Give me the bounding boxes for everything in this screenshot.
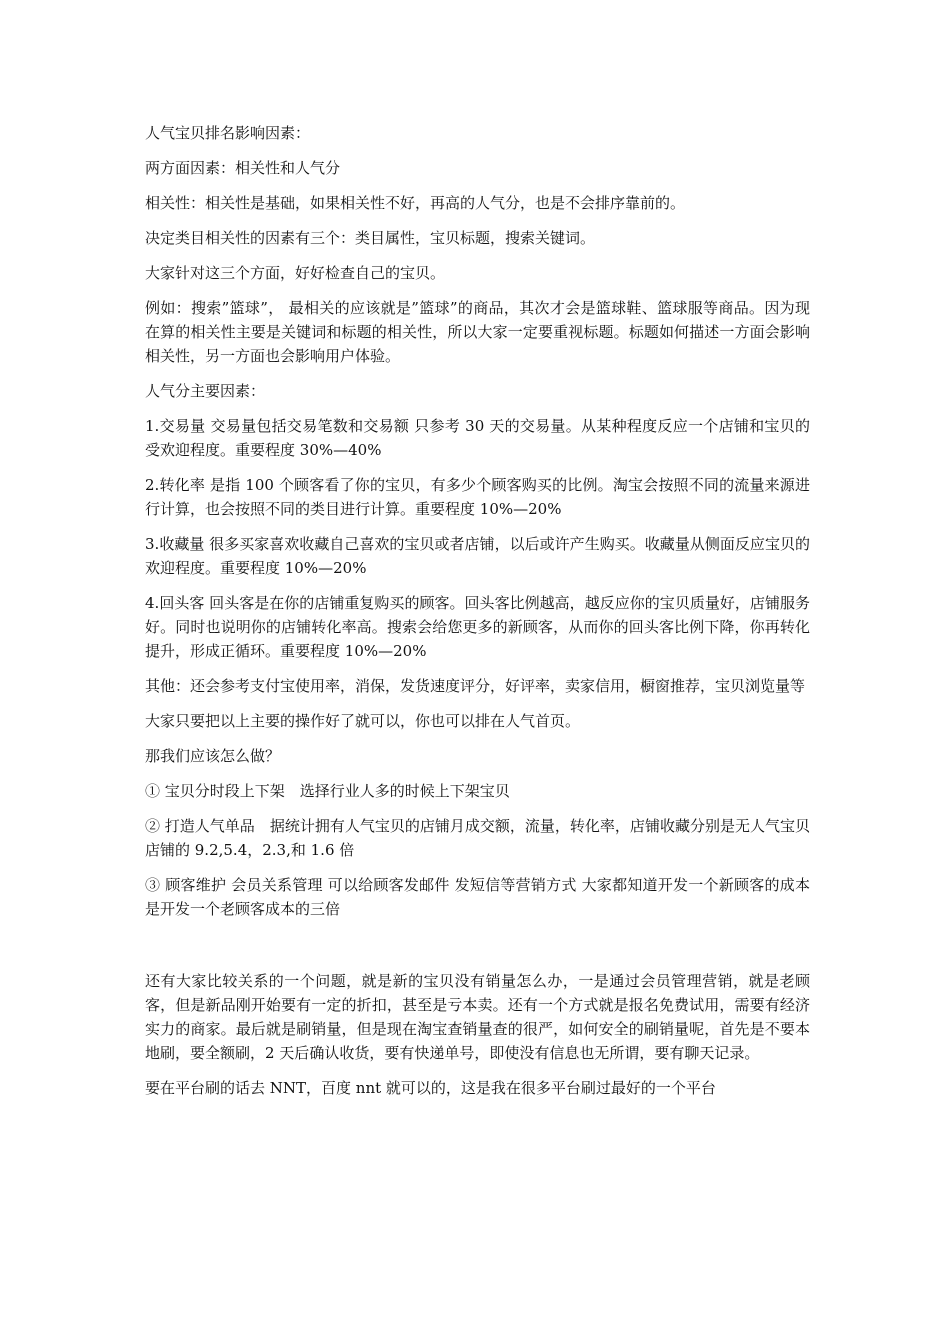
paragraph-factor-3: 3.收藏量 很多买家喜欢收藏自己喜欢的宝贝或者店铺，以后或许产生购买。收藏量从侧面反应宝贝的欢迎程度。重要程度 10%—20%	[145, 535, 810, 577]
paragraph-relevance: 相关性：相关性是基础，如果相关性不好，再高的人气分，也是不会排序靠前的。	[145, 194, 686, 212]
paragraph-step-1: ① 宝贝分时段上下架 选择行业人多的时候上下架宝贝	[145, 782, 510, 800]
paragraph-category-factors: 决定类目相关性的因素有三个：类目属性，宝贝标题，搜索关键词。	[145, 229, 596, 247]
paragraph-question: 那我们应该怎么做？	[145, 747, 281, 765]
paragraph-step-3: ③ 顾客维护 会员关系管理 可以给顾客发邮件 发短信等营销方式 大家都知道开发一个新顾客的成本是开发一个老顾客成本的三倍	[145, 876, 810, 918]
paragraph-factor-1: 1.交易量 交易量包括交易笔数和交易额 只参考 30 天的交易量。从某种程度反应一个店铺和宝贝的受欢迎程度。重要程度 30%—40%	[145, 417, 810, 459]
paragraph-factors: 两方面因素：相关性和人气分	[145, 159, 341, 177]
paragraph-new-item-sales: 还有大家比较关系的一个问题，就是新的宝贝没有销量怎么办，一是通过会员管理营销，就是老顾客，但是新品刚开始要有一定的折扣，甚至是亏本卖。还有一个方式就是报名免费试用，需要有经济实力的商家。最后就是刷销量，但是现在淘宝查销量查的很严，如何安全的刷销量呢，首先是不要本地刷，要全额刷，2 天后确认收货，要有快递单号，即使没有信息也无所谓，要有聊天记录。	[145, 972, 810, 1062]
document-body	[145, 121, 810, 1111]
paragraph-example: 例如：搜索”篮球”， 最相关的应该就是”篮球”的商品，其次才会是篮球鞋、篮球服等商品。因为现在算的相关性主要是关键词和标题的相关性，所以大家一定要重视标题。标题如何描述一方面会影响相关性，另一方面也会影响用户体验。	[145, 299, 810, 365]
paragraph-other: 其他：还会参考支付宝使用率，消保，发货速度评分，好评率，卖家信用，橱窗推荐，宝贝浏览量等	[145, 677, 806, 695]
paragraph-summary: 大家只要把以上主要的操作好了就可以，你也可以排在人气首页。	[145, 712, 581, 730]
blank-line	[145, 932, 810, 969]
paragraph-platform: 要在平台刷的话去 NNT，百度 nnt 就可以的，这是我在很多平台刷过最好的一个平台	[145, 1079, 716, 1097]
paragraph-step-2: ② 打造人气单品 据统计拥有人气宝贝的店铺月成交额，流量，转化率，店铺收藏分别是无人气宝贝店铺的 9.2,5.4，2.3,和 1.6 倍	[145, 817, 810, 859]
paragraph-check-items: 大家针对这三个方面，好好检查自己的宝贝。	[145, 264, 446, 282]
paragraph-popularity-heading: 人气分主要因素：	[145, 382, 266, 400]
paragraph-title: 人气宝贝排名影响因素：	[145, 124, 311, 142]
paragraph-factor-2: 2.转化率 是指 100 个顾客看了你的宝贝，有多少个顾客购买的比例。淘宝会按照不同的流量来源进行计算，也会按照不同的类目进行计算。重要程度 10%—20%	[145, 476, 810, 518]
paragraph-factor-4: 4.回头客 回头客是在你的店铺重复购买的顾客。回头客比例越高，越反应你的宝贝质量好，店铺服务好。同时也说明你的店铺转化率高。搜索会给您更多的新顾客，从而你的回头客比例下降，你再转化提升，形成正循环。重要程度 10%—20%	[145, 594, 810, 660]
